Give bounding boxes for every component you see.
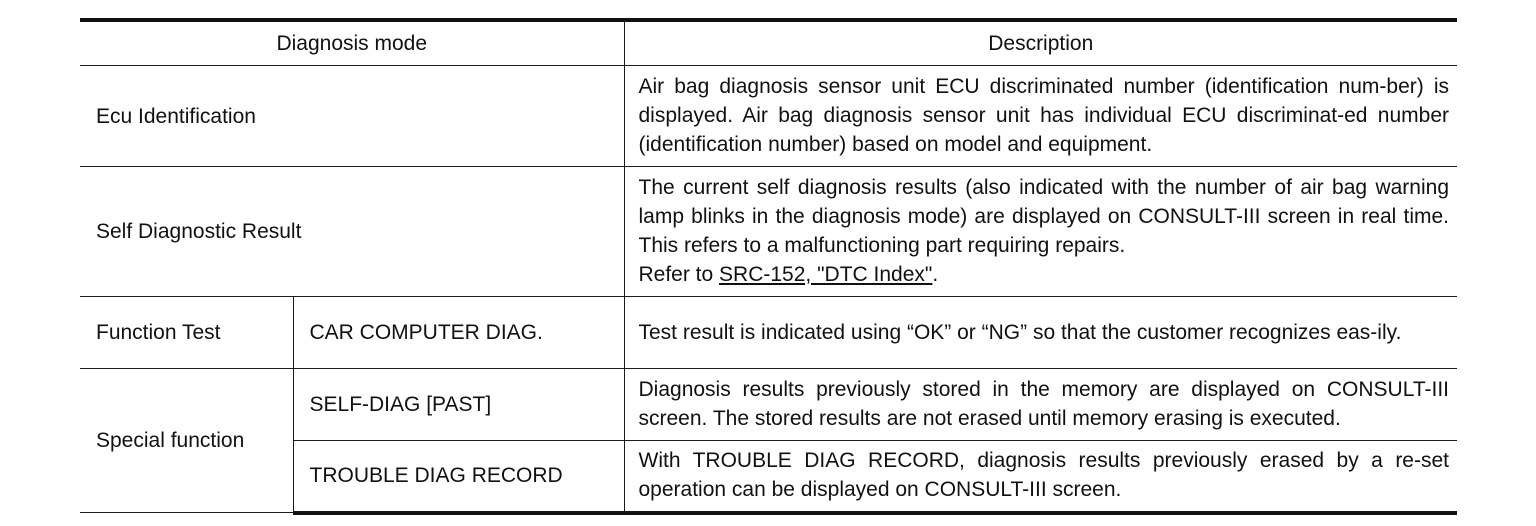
description-self-diagnostic-result bbox=[624, 167, 1457, 297]
sub-self-diag-past: SELF-DIAG [PAST] bbox=[293, 369, 624, 441]
description-ecu-identification: Air bag diagnosis sensor unit ECU discriminated number (identification num-ber) is displayed. Air bag diagnosis sensor unit has individual ECU discriminat-ed number (identification number) based on model and equipment. bbox=[624, 66, 1457, 167]
table-header-row bbox=[80, 20, 1457, 66]
table-row bbox=[80, 369, 1457, 441]
header-diagnosis-mode: Diagnosis mode bbox=[80, 20, 624, 66]
header-description: Description bbox=[624, 20, 1457, 66]
table-row bbox=[80, 297, 1457, 369]
mode-special-function: Special function bbox=[80, 369, 293, 513]
table-row bbox=[80, 66, 1457, 167]
mode-function-test: Function Test bbox=[80, 297, 293, 369]
refer-prefix: Refer to bbox=[638, 263, 720, 286]
diagnosis-mode-table bbox=[80, 18, 1457, 515]
description-self-diag-past: Diagnosis results previously stored in the memory are displayed on CONSULT-III screen. The stored results are not erased until memory erasing is executed. bbox=[624, 369, 1457, 441]
dtc-index-link[interactable]: SRC-152, "DTC Index" bbox=[719, 263, 933, 286]
description-function-test: Test result is indicated using “OK” or “NG” so that the customer recognizes eas-ily. bbox=[624, 297, 1457, 369]
description-trouble-diag-record: With TROUBLE DIAG RECORD, diagnosis results previously erased by a re-set operation can be displayed on CONSULT-III screen. bbox=[624, 441, 1457, 513]
self-diag-description-text: The current self diagnosis results (also indicated with the number of air bag warning lamp blinks in the diagnosis mode) are displayed on CONSULT-III screen in real time. This refers to a malfunctioning part requiring repairs. bbox=[638, 176, 1449, 257]
sub-trouble-diag-record: TROUBLE DIAG RECORD bbox=[293, 441, 624, 513]
refer-suffix: . bbox=[932, 263, 939, 286]
mode-self-diagnostic-result: Self Diagnostic Result bbox=[80, 167, 624, 297]
mode-ecu-identification: Ecu Identification bbox=[80, 66, 624, 167]
sub-car-computer-diag: CAR COMPUTER DIAG. bbox=[293, 297, 624, 369]
table-row bbox=[80, 167, 1457, 297]
